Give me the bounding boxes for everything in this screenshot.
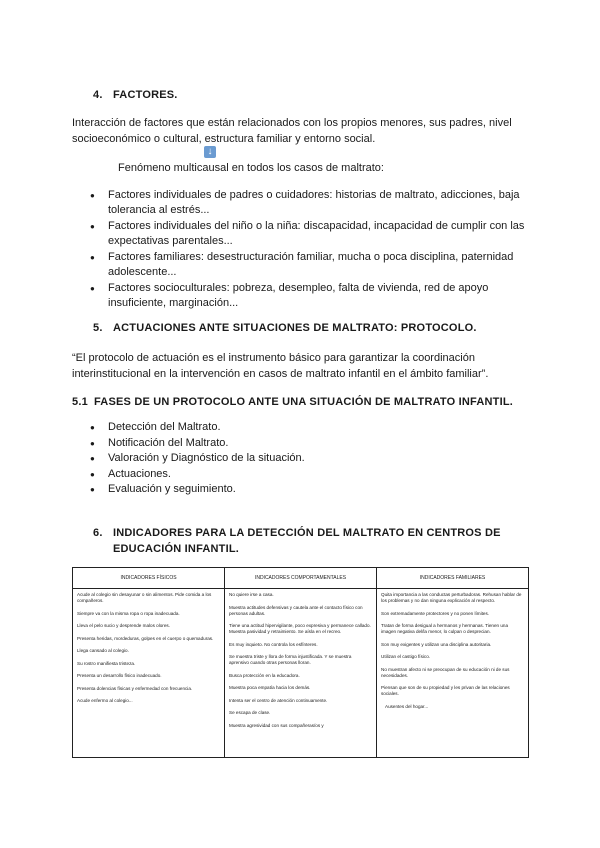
table-item: Muestra actitudes defensivas y cautela ante el contacto físico con personas adultas. — [229, 604, 363, 616]
section-6-heading — [93, 525, 513, 557]
list-item: ● Evaluación y seguimiento. — [90, 482, 510, 498]
familiares-cell — [377, 589, 529, 758]
table-header-fisicos: INDICADORES FÍSICOS — [73, 568, 225, 589]
table-item: Acude al colegio sin desayunar o sin alimentos. Pide comida a los compañeros. — [77, 592, 212, 603]
section-number: 5. — [93, 322, 103, 334]
table-item: Presenta un desarrollo físico inadecuado. — [77, 673, 162, 678]
section-5-1-heading — [72, 396, 513, 408]
list-item: ● Valoración y Diagnóstico de la situación. — [90, 451, 510, 467]
table-item: Se escapa de clase. — [229, 710, 271, 715]
table-item: Son muy exigentes y utilizan una disciplina autoritaria. — [381, 641, 492, 647]
down-arrow-icon: ↓ — [204, 146, 216, 158]
phases-list — [90, 420, 510, 498]
table-item: Utilizan el castigo físico. — [381, 654, 431, 659]
table-item: Ausentes del hogar... — [385, 703, 429, 709]
comportamentales-cell — [225, 589, 377, 758]
table-item: Piensan que son de su propiedad y les privan de las relaciones sociales. — [381, 685, 510, 696]
section-5-heading — [93, 322, 477, 334]
table-item: Son extremadamente protectores y no ponen límites. — [381, 610, 490, 616]
table-item: No muestran afecto ni se preocupan de su educación ni de sus necesidades. — [381, 666, 510, 678]
table-item: Lleva el pelo sucio y desprende malos olores. — [77, 623, 170, 628]
section-number: 5.1 — [72, 396, 88, 408]
table-item: Presenta dolencias físicas y enfermedad con frecuencia. — [77, 685, 193, 691]
table-item: Intenta ser el centro de atención continuamente. — [229, 697, 328, 703]
section-4-heading — [93, 89, 178, 101]
table-item: Quita importancia a las conductas perturbadoras. Rehusan hablar de los problemas y no dan ninguna explicación al respecto. — [381, 592, 522, 603]
list-item: ● Detección del Maltrato. — [90, 420, 510, 436]
intro-paragraph: Interacción de factores que están relacionados con los propios menores, sus padres, nivel socioeconómico o cultural, estructura familiar y entorno social. — [72, 117, 512, 145]
list-item: ● Notificación del Maltrato. — [90, 436, 510, 452]
table-item: Su rostro manifiesta tristeza. — [77, 660, 136, 666]
table-header-comportamentales: INDICADORES COMPORTAMENTALES — [225, 568, 377, 589]
protocol-quote: “El protocolo de actuación es el instrumento básico para garantizar la coordinación interinstitucional en la intervención en casos de maltrato infantil en el ámbito familiar”. — [72, 352, 489, 380]
list-item: ● Factores individuales de padres o cuidadores: historias de maltrato, adicciones, baja tolerancia al estrés... — [90, 188, 530, 218]
table-item: Acude enfermo al colegio... — [77, 698, 133, 703]
table-item: No quiere irse a casa. — [229, 592, 274, 597]
section-title: ACTUACIONES ANTE SITUACIONES DE MALTRATO: PROTOCOLO. — [113, 322, 477, 334]
fisicos-cell — [73, 589, 225, 758]
section-number: 4. — [93, 89, 103, 101]
table-item: Tratan de forma desigual a hermanos y hermanas. Tienen una imagen negativa del/la menor, lo culpan o desprecian. — [381, 623, 508, 634]
section-title: FASES DE UN PROTOCOLO ANTE UNA SITUACIÓN DE MALTRATO INFANTIL. — [94, 396, 513, 408]
table-header-familiares: INDICADORES FAMILIARES — [377, 568, 529, 589]
table-item: Muestra agresividad con sus compañeras/os y — [229, 722, 324, 728]
list-item: ● Actuaciones. — [90, 467, 510, 483]
table-item: Es muy inquieto. No controla los esfínteres. — [229, 641, 318, 647]
table-item: Se muestra triste y llora de forma injustificada. Y se muestra aprensivo cuando otras personas lloran. — [229, 654, 352, 665]
table-item: Llega cansado al colegio. — [77, 648, 129, 653]
multicausal-line: Fenómeno multicausal en todos los casos de maltrato: — [118, 162, 384, 174]
factors-list — [90, 188, 530, 312]
list-item: ● Factores socioculturales: pobreza, desempleo, falta de vivienda, red de apoyo insuficiente, marginación... — [90, 281, 530, 311]
table-item: Busca protección en la educadora. — [229, 672, 300, 678]
indicators-table — [72, 567, 529, 758]
table-item: Muestra poca empatía hacia los demás. — [229, 685, 311, 690]
table-item: Presenta heridas, mordeduras, golpes en el cuerpo o quemaduras. — [77, 635, 214, 641]
table-item: Siempre va con la misma ropa o ropa inadecuada. — [77, 610, 180, 616]
section-title: FACTORES. — [113, 89, 178, 101]
section-title: INDICADORES PARA LA DETECCIÓN DEL MALTRATO EN CENTROS DE EDUCACIÓN INFANTIL. — [113, 527, 501, 555]
list-item: ● Factores individuales del niño o la niña: discapacidad, incapacidad de cumplir con las expectativas parentales... — [90, 219, 530, 249]
table-item: Tiene una actitud hipervigilante, poco expresiva y permanece callado. Muestra pasividad y retraimiento. Se aísla en el recreo. — [229, 623, 371, 634]
section-number: 6. — [93, 527, 103, 539]
list-item: ● Factores familiares: desestructuración familiar, mucha o poca disciplina, paternidad adolescente... — [90, 250, 530, 280]
